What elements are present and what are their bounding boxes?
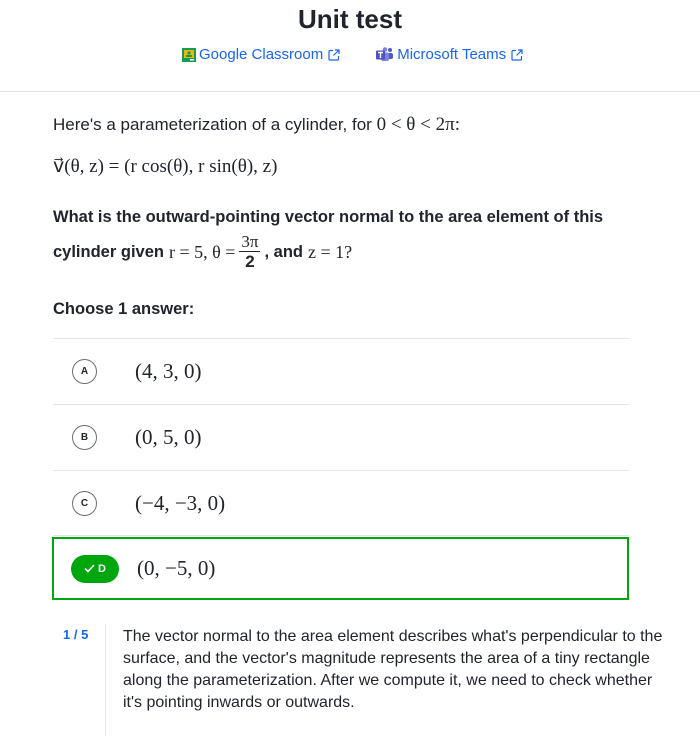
choose-label: Choose 1 answer: [53, 300, 195, 318]
choice-letter: B [72, 425, 97, 450]
question-line-1: What is the outward-pointing vector normal to the area element of this [53, 208, 604, 226]
problem-intro-text: Here's a parameterization of a cylinder, for [53, 115, 372, 134]
choice-d-correct[interactable] [52, 537, 629, 600]
correct-badge [71, 555, 119, 583]
choice-text: (0, −5, 0) [137, 556, 216, 580]
answer-choices [53, 338, 629, 536]
choice-c[interactable] [53, 470, 629, 536]
question-text-a: cylinder given [53, 242, 164, 261]
hint-counter: 1 / 5 [63, 627, 89, 642]
choice-text: (−4, −3, 0) [135, 490, 226, 515]
hint-text: The vector normal to the area element describes what's perpendicular to the surface, and the vector's magnitude represents the area of a tiny rectangle along the parameterization. After we compute it, we need to check whether it's pointing inwards or outwards. [123, 628, 663, 711]
microsoft-teams-icon [376, 47, 394, 62]
google-classroom-link[interactable] [182, 46, 340, 63]
parameterization-formula: v⃗(θ, z) = (r cos(θ), r sin(θ), z) [53, 156, 278, 177]
theta-fraction [239, 232, 260, 272]
fraction-denominator: 2 [245, 252, 255, 271]
problem-intro [53, 114, 460, 136]
page-title: Unit test [298, 4, 402, 34]
external-link-icon [511, 49, 523, 61]
problem-intro-math: 0 < θ < 2π: [376, 114, 460, 135]
choice-b[interactable] [53, 404, 629, 470]
choice-a[interactable] [53, 338, 629, 404]
fraction-numerator: 3π [241, 232, 259, 251]
checkmark-icon [84, 564, 95, 573]
header [0, 0, 700, 92]
choice-letter: C [72, 491, 97, 516]
microsoft-teams-label: Microsoft Teams [397, 46, 507, 63]
choice-letter: A [72, 359, 97, 384]
question-math-b: z = 1? [308, 241, 353, 262]
question-text-b: , and [264, 242, 303, 261]
choice-letter: D [98, 562, 106, 575]
google-classroom-label: Google Classroom [199, 46, 324, 63]
choice-text: (0, 5, 0) [135, 425, 202, 449]
question-math-a: r = 5, θ = [168, 241, 236, 262]
share-links [182, 46, 523, 63]
microsoft-teams-link[interactable] [376, 46, 523, 63]
external-link-icon [328, 49, 340, 61]
google-classroom-icon [182, 48, 196, 62]
choice-text: (4, 3, 0) [135, 359, 202, 383]
hint-divider [105, 624, 106, 736]
question-line-2 [53, 232, 352, 272]
